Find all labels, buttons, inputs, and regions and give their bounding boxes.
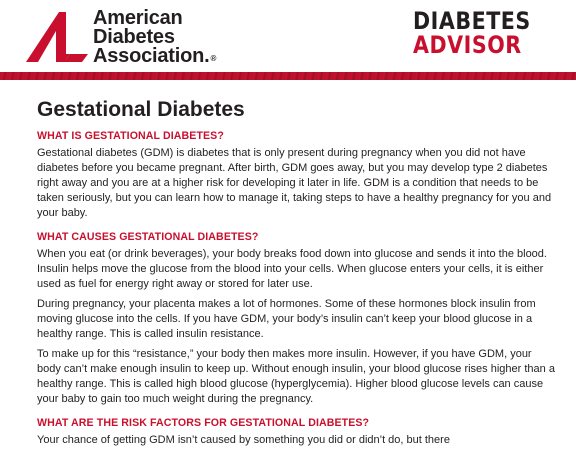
- section-causes: [37, 231, 557, 407]
- page-title: Gestational Diabetes: [37, 98, 245, 121]
- document-body: [37, 80, 557, 453]
- section-heading: WHAT ARE THE RISK FACTORS FOR GESTATIONAL DIABETES?: [37, 417, 370, 429]
- ada-triangle-logo-icon: [26, 12, 88, 62]
- page-header: [0, 0, 576, 72]
- ada-wordmark-line1: American: [93, 7, 183, 29]
- section-risk-factors: [37, 417, 557, 448]
- section-what-is: [37, 130, 557, 221]
- paragraph: Your chance of getting GDM isn’t caused by something you did or didn’t do, but there: [37, 434, 450, 446]
- paragraph: Gestational diabetes (GDM) is diabetes that is only present during pregnancy when you did not have diabetes before you became pregnant. After birth, GDM goes away, but you may develop type 2 diabetes right away and you are at a higher risk for developing it later in life. GDM is a condition that needs to be taken seriously, but you can learn how to manage it, taking steps to have a healthy pregnancy for you and your baby.: [37, 147, 552, 219]
- registered-trademark: ®: [210, 54, 217, 63]
- section-heading: WHAT CAUSES GESTATIONAL DIABETES?: [37, 231, 259, 243]
- diabetes-advisor-line1: DIABETES: [413, 7, 531, 35]
- diabetes-advisor-line2: ADVISOR: [413, 31, 522, 59]
- diabetes-advisor-logo: [413, 9, 550, 57]
- ada-wordmark-line3: Association.: [93, 45, 210, 67]
- section-heading: WHAT IS GESTATIONAL DIABETES?: [37, 130, 224, 142]
- header-divider-band: [0, 72, 576, 80]
- ada-wordmark: [93, 9, 216, 69]
- ada-logo: [26, 7, 217, 67]
- paragraph: When you eat (or drink beverages), your body breaks food down into glucose and sends it into the blood. Insulin helps move the glucose from the blood into your cells. When glucose enters your cells, it is either used as fuel for energy right away or stored for later use.: [37, 248, 547, 290]
- paragraph: To make up for this “resistance,” your body then makes more insulin. However, if you have GDM, your body can’t make enough insulin to keep up. Without enough insulin, your blood glucose rises higher than a healthy range. This is called high blood glucose (hyperglycemia). Higher blood glucose levels can cause your baby to gain too much weight during the pregnancy.: [37, 348, 555, 405]
- paragraph: During pregnancy, your placenta makes a lot of hormones. Some of these hormones block insulin from moving glucose into the cells. If you have GDM, your body’s insulin can’t keep your blood glucose in a healthy range. This is called insulin resistance.: [37, 298, 536, 340]
- ada-wordmark-line2: Diabetes: [93, 26, 175, 48]
